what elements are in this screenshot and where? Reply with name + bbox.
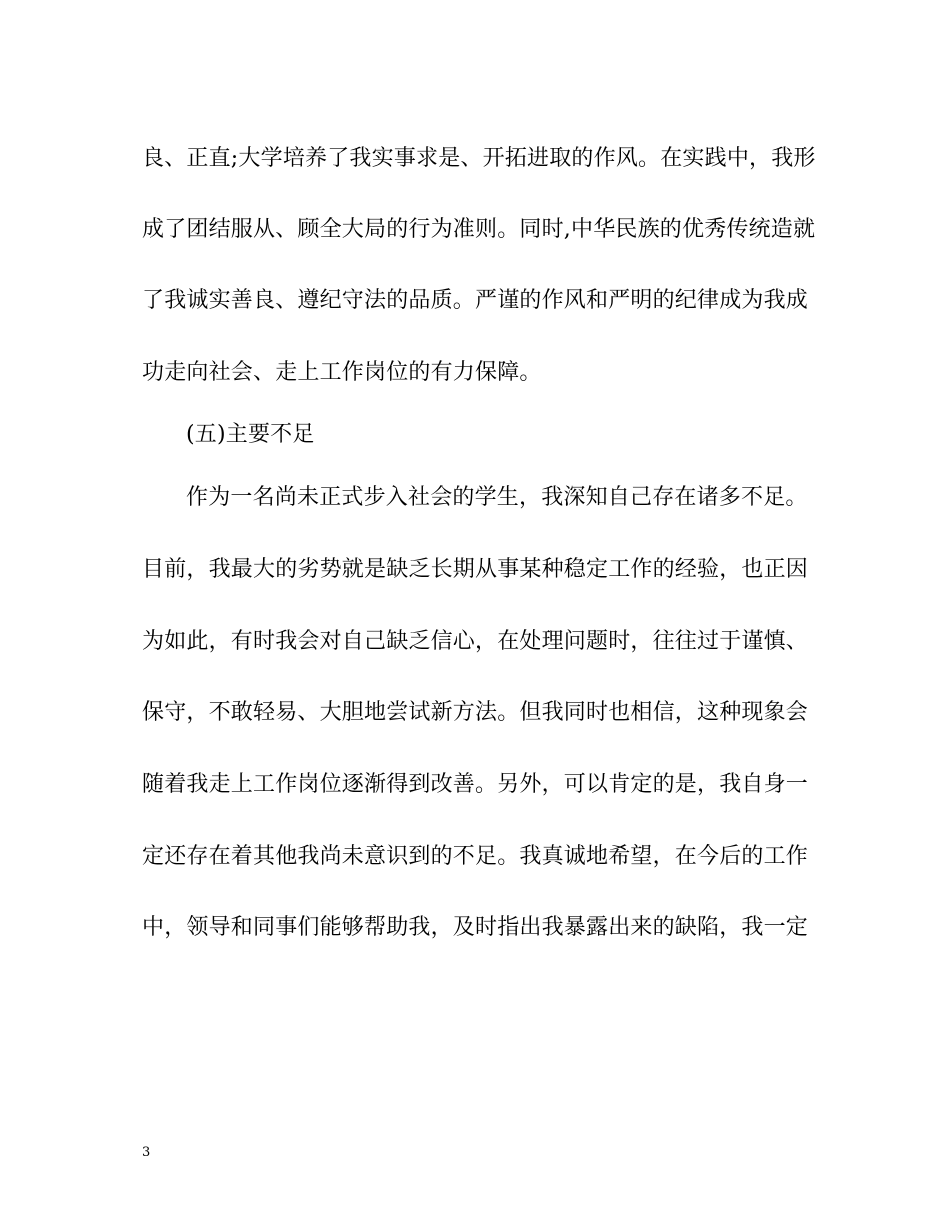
paragraph-line: 为如此，有时我会对自己缺乏信心，在处理问题时，往往过于谨慎、 bbox=[142, 629, 809, 654]
paragraph-line: 目前，我最大的劣势就是缺乏长期从事某种稳定工作的经验，也正因 bbox=[142, 557, 809, 582]
paragraph-line: 作为一名尚未正式步入社会的学生，我深知自己存在诸多不足。 bbox=[186, 485, 808, 510]
paragraph-line: 成了团结服从、顾全大局的行为准则。同时,中华民族的优秀传统造就 bbox=[142, 217, 816, 242]
paragraph-line: 保守，不敢轻易、大胆地尝试新方法。但我同时也相信，这种现象会 bbox=[142, 700, 809, 725]
paragraph-line: 随着我走上工作岗位逐渐得到改善。另外，可以肯定的是，我自身一 bbox=[142, 772, 809, 797]
page-number: 3 bbox=[142, 1145, 151, 1160]
paragraph-line: 功走向社会、走上工作岗位的有力保障。 bbox=[142, 360, 542, 385]
paragraph-line: 中，领导和同事们能够帮助我，及时指出我暴露出来的缺陷，我一定 bbox=[142, 915, 809, 940]
paragraph-line: 了我诚实善良、遵纪守法的品质。严谨的作风和严明的纪律成为我成 bbox=[142, 288, 809, 313]
paragraph-line: 良、正直;大学培养了我实事求是、开拓进取的作风。在实践中，我形 bbox=[142, 146, 816, 171]
paragraph-line: 定还存在着其他我尚未意识到的不足。我真诚地希望，在今后的工作 bbox=[142, 844, 809, 869]
section-heading: (五)主要不足 bbox=[186, 422, 315, 447]
